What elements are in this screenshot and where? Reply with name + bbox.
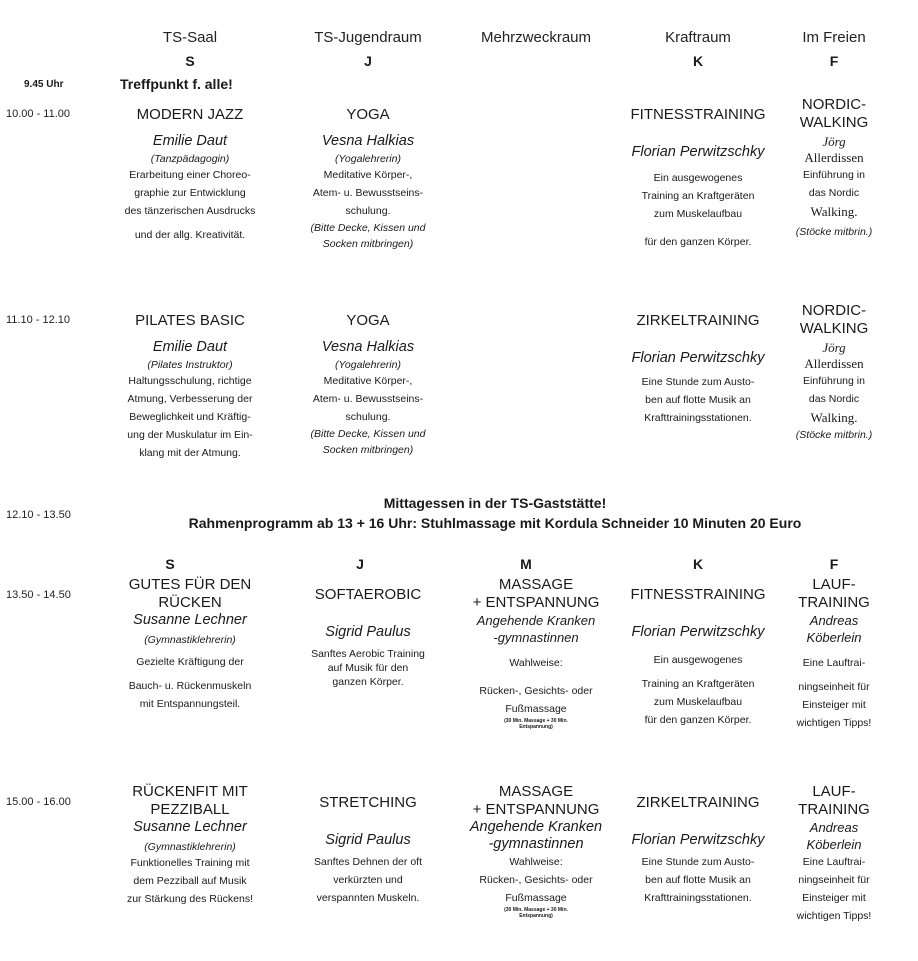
side-program-notice: Rahmenprogramm ab 13 + 16 Uhr: Stuhlmassage mit Kordula Schneider 10 Minuten 20 Euro (188, 515, 802, 531)
course-rueckenfit-mit-pezziball (100, 783, 280, 908)
room-letter-k: K (692, 556, 704, 572)
course-pilates-basic (100, 312, 280, 462)
course-desc-line: verspannten Muskeln. (316, 892, 420, 904)
room-letter-s: S (165, 556, 175, 572)
course-desc-line: ningseinheit für (798, 681, 870, 693)
room-letter-j: J (356, 556, 364, 572)
course-desc-line: Eine Stunde zum Austo- (641, 376, 755, 388)
course-desc-line: ben auf flotte Musik an (645, 394, 751, 406)
course-desc-line: zur Stärkung des Rückens! (126, 893, 254, 905)
course-desc-line: Ein ausgewogenes (653, 172, 743, 184)
course-desc-line: zum Muskelaufbau (653, 208, 743, 220)
course-desc-line: schulung. (345, 205, 391, 217)
course-desc-line: ung der Muskulatur im Ein- (127, 429, 253, 441)
room-header-kraftraum: Kraftraum (665, 29, 731, 46)
instructor-name: Florian Perwitzschky (631, 350, 765, 366)
course-desc-line: Eine Stunde zum Austo- (641, 856, 755, 868)
instructor-name: Allerdissen (804, 356, 864, 371)
instructor-name: Florian Perwitzschky (631, 624, 765, 640)
course-desc-line: auf Musik für den (327, 662, 409, 674)
instructor-name: Angehende Kranken (476, 613, 596, 628)
course-desc-line: Wahlweise: (509, 657, 563, 669)
course-title: PILATES BASIC (135, 312, 245, 329)
instructor-role: (Pilates Instruktor) (147, 359, 233, 371)
room-header-ts-saal: TS-Saal (162, 29, 218, 46)
course-desc-line: Eine Lauftrai- (802, 856, 866, 868)
instructor-name: Vesna Halkias (321, 339, 415, 355)
course-desc-line: Walking. (810, 410, 858, 425)
course-small-print: (30 Min. Massage + 30 Min. (504, 907, 568, 913)
course-title: TRAINING (798, 801, 870, 818)
room-letter-f: F (829, 53, 839, 69)
course-title: PEZZIBALL (150, 801, 230, 818)
course-desc-line: Atem- u. Bewusstseins- (312, 393, 424, 405)
course-title: FITNESSTRAINING (630, 106, 766, 123)
course-title: MASSAGE (498, 783, 574, 800)
course-title: MODERN JAZZ (136, 106, 244, 123)
course-desc-line: ganzen Körper. (332, 676, 404, 688)
course-title: YOGA (346, 312, 390, 329)
course-desc-line: Fußmassage (505, 703, 567, 715)
room-header-im-freien: Im Freien (802, 29, 866, 46)
course-title: STRETCHING (319, 794, 417, 811)
course-fitnesstraining-1 (608, 106, 788, 251)
course-nordic-walking-1 (778, 96, 890, 240)
instructor-name: Köberlein (806, 630, 862, 645)
instructor-name: Florian Perwitzschky (631, 832, 765, 848)
course-note-line: (Bitte Decke, Kissen und (310, 222, 426, 234)
instructor-role: (Yogalehrerin) (335, 359, 401, 371)
course-desc-line: verkürzten und (333, 874, 403, 886)
course-title: WALKING (799, 320, 869, 337)
course-desc-line: wichtigen Tipps! (796, 910, 872, 922)
instructor-name: Florian Perwitzschky (631, 144, 765, 160)
course-desc-line: Beweglichkeit und Kräftig- (129, 411, 251, 423)
instructor-role: (Yogalehrerin) (335, 153, 401, 165)
course-small-print: Entspannung) (519, 913, 553, 919)
course-desc-line: und der allg. Kreativität. (134, 229, 246, 241)
course-modern-jazz (100, 106, 280, 244)
course-title: ZIRKELTRAINING (636, 794, 760, 811)
course-note-line: (Stöcke mitbrin.) (795, 226, 873, 238)
course-title: LAUF- (812, 783, 856, 800)
course-title: ZIRKELTRAINING (636, 312, 760, 329)
instructor-name: Emilie Daut (152, 133, 228, 149)
course-desc-line: Einsteiger mit (802, 699, 866, 711)
instructor-name: Jörg (822, 340, 846, 355)
instructor-role: (Gymnastiklehrerin) (144, 634, 236, 646)
course-desc-line: Walking. (810, 204, 858, 219)
course-desc-line: schulung. (345, 411, 391, 423)
course-desc-line: Training an Kraftgeräten (641, 190, 755, 202)
course-desc-line: Training an Kraftgeräten (641, 678, 755, 690)
instructor-role: (Gymnastiklehrerin) (144, 841, 236, 853)
course-small-print: Entspannung) (519, 724, 553, 730)
instructor-name: Köberlein (806, 837, 862, 852)
course-softaerobic (278, 586, 458, 689)
course-stretching (278, 794, 458, 907)
course-title: LAUF- (812, 576, 856, 593)
course-desc-line: zum Muskelaufbau (653, 696, 743, 708)
instructor-role: (Tanzpädagogin) (150, 153, 230, 165)
course-desc-line: Sanftes Aerobic Training (311, 648, 425, 660)
course-desc-line: ben auf flotte Musik an (645, 874, 751, 886)
course-desc-line: des tänzerischen Ausdrucks (124, 205, 256, 217)
room-letter-f: F (829, 556, 839, 572)
instructor-name: Vesna Halkias (321, 133, 415, 149)
course-title: + ENTSPANNUNG (472, 801, 600, 818)
course-nordic-walking-2 (778, 302, 890, 443)
course-desc-line: Einführung in (803, 169, 865, 181)
course-desc-line: Meditative Körper-, (323, 169, 413, 181)
course-lauftraining-1 (778, 576, 890, 732)
course-desc-line: Wahlweise: (509, 856, 563, 868)
room-header-ts-jugendraum: TS-Jugendraum (314, 29, 422, 46)
course-title: TRAINING (798, 594, 870, 611)
course-title: + ENTSPANNUNG (472, 594, 600, 611)
room-letter-s: S (185, 53, 195, 69)
time-slot-3: 13.50 - 14.50 (6, 589, 71, 601)
course-fitnesstraining-2 (608, 586, 788, 729)
course-desc-line: Erarbeitung einer Choreo- (129, 169, 251, 181)
course-note-line: (Bitte Decke, Kissen und (310, 428, 426, 440)
course-desc-line: für den ganzen Körper. (644, 236, 752, 248)
course-massage-entspannung-2 (446, 783, 626, 919)
course-title: GUTES FÜR DEN (128, 576, 252, 593)
meeting-text: Treffpunkt f. alle! (120, 76, 233, 92)
time-slot-lunch: 12.10 - 13.50 (6, 509, 71, 521)
room-header-mehrzweckraum: Mehrzweckraum (480, 29, 592, 46)
course-note-line: Socken mitbringen) (322, 444, 414, 456)
course-desc-line: das Nordic (808, 187, 860, 199)
course-zirkeltraining-2 (608, 794, 788, 907)
time-slot-2: 11.10 - 12.10 (6, 314, 71, 326)
instructor-name: Susanne Lechner (133, 612, 247, 628)
course-desc-line: Krafttrainingsstationen. (644, 892, 752, 904)
time-slot-1: 10.00 - 11.00 (6, 108, 71, 120)
instructor-name: Sigrid Paulus (325, 624, 411, 640)
course-title: NORDIC- (801, 96, 867, 113)
course-desc-line: Bauch- u. Rückenmuskeln (128, 680, 252, 692)
course-small-print: (30 Min. Massage + 30 Min. (504, 718, 568, 724)
instructor-name: -gymnastinnen (493, 630, 579, 645)
course-desc-line: Rücken-, Gesichts- oder (479, 874, 593, 886)
instructor-name: Jörg (822, 134, 846, 149)
time-slot-4: 15.00 - 16.00 (6, 796, 71, 808)
room-letter-m: M (520, 556, 532, 572)
course-desc-line: Meditative Körper-, (323, 375, 413, 387)
course-note-line: (Stöcke mitbrin.) (795, 429, 873, 441)
instructor-name: Allerdissen (804, 150, 864, 165)
course-desc-line: Eine Lauftrai- (802, 657, 866, 669)
course-desc-line: Atmung, Verbesserung der (127, 393, 253, 405)
instructor-name: Andreas (809, 613, 859, 628)
course-desc-line: Gezielte Kräftigung der (136, 656, 244, 668)
course-desc-line: graphie zur Entwicklung (134, 187, 246, 199)
course-desc-line: Funktionelles Training mit (130, 857, 250, 869)
course-desc-line: Haltungsschulung, richtige (128, 375, 252, 387)
instructor-name: Emilie Daut (152, 339, 228, 355)
course-desc-line: mit Entspannungsteil. (139, 698, 241, 710)
course-lauftraining-2 (778, 783, 890, 925)
course-desc-line: wichtigen Tipps! (796, 717, 872, 729)
course-yoga-1 (278, 106, 458, 252)
instructor-name: Susanne Lechner (133, 819, 247, 835)
course-title: RÜCKENFIT MIT (132, 783, 248, 800)
course-title: WALKING (799, 114, 869, 131)
course-title: RÜCKEN (158, 594, 222, 611)
course-desc-line: Ein ausgewogenes (653, 654, 743, 666)
instructor-name: Angehende Kranken (469, 819, 603, 835)
course-massage-entspannung-1 (446, 576, 626, 730)
course-desc-line: Krafttrainingsstationen. (644, 412, 752, 424)
course-desc-line: Sanftes Dehnen der oft (314, 856, 422, 868)
course-desc-line: dem Pezziball auf Musik (133, 875, 247, 887)
course-desc-line: für den ganzen Körper. (644, 714, 752, 726)
room-letter-j: J (364, 53, 372, 69)
course-title: NORDIC- (801, 302, 867, 319)
course-title: MASSAGE (498, 576, 574, 593)
course-desc-line: Einsteiger mit (802, 892, 866, 904)
room-letter-k: K (692, 53, 704, 69)
instructor-name: Sigrid Paulus (325, 832, 411, 848)
course-desc-line: das Nordic (808, 393, 860, 405)
course-title: FITNESSTRAINING (630, 586, 766, 603)
lunch-notice: Mittagessen in der TS-Gaststätte! (383, 495, 607, 511)
course-desc-line: klang mit der Atmung. (139, 447, 241, 459)
instructor-name: -gymnastinnen (488, 836, 584, 852)
course-desc-line: Einführung in (803, 375, 865, 387)
meeting-time: 9.45 Uhr (24, 79, 64, 90)
course-title: YOGA (346, 106, 390, 123)
course-zirkeltraining-1 (608, 312, 788, 427)
course-yoga-2 (278, 312, 458, 458)
course-desc-line: Fußmassage (505, 892, 567, 904)
course-desc-line: ningseinheit für (798, 874, 870, 886)
course-desc-line: Atem- u. Bewusstseins- (312, 187, 424, 199)
instructor-name: Andreas (809, 820, 859, 835)
course-gutes-fuer-den-ruecken (100, 576, 280, 713)
course-title: SOFTAEROBIC (314, 586, 422, 603)
course-desc-line: Rücken-, Gesichts- oder (479, 685, 593, 697)
course-note-line: Socken mitbringen) (322, 238, 414, 250)
